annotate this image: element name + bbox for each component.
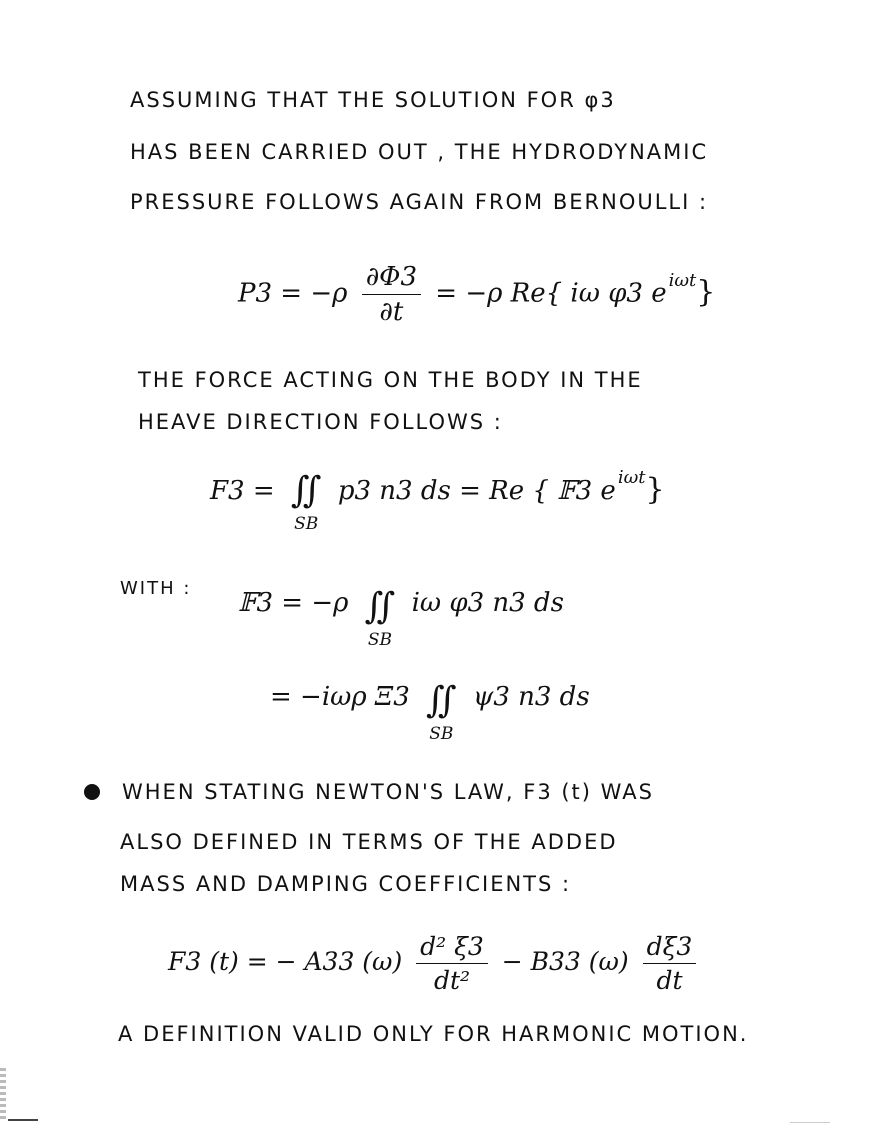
eq2-body: p3 n3 ds = Re { 𝔽3 e [337,476,616,506]
eq1-close-brace: } [696,274,716,310]
text-line-8: MASS AND DAMPING COEFFICIENTS : [120,872,572,896]
eq2-exponent: iωt [617,467,646,488]
eq3-lhs: 𝔽3 = −ρ [238,588,349,618]
text-line-6: WHEN STATING NEWTON'S LAW, F3 (t) WAS [122,780,654,804]
newton-law-equation [168,932,702,995]
eq5-frac1-num: d² ξ3 [416,932,488,964]
pressure-equation [238,262,715,327]
eq5-frac1-den: dt² [433,966,471,995]
eq4-body: ψ3 n3 ds [472,682,590,712]
with-label: WITH : [120,578,192,599]
eq1-lhs: P3 = −ρ [238,278,348,309]
complex-force-equation-2 [270,682,590,744]
text-line-1: ASSUMING THAT THE SOLUTION FOR φ3 [130,88,616,112]
scan-edge-line [8,1119,38,1121]
eq2-integral-limit: SB [294,514,319,534]
eq5-fraction-1 [416,932,488,995]
eq1-frac-num: ∂Φ3 [362,262,421,295]
eq1-fraction [362,262,421,327]
eq5-fraction-2 [643,932,697,995]
text-line-2: HAS BEEN CARRIED OUT , THE HYDRODYNAMIC [130,140,709,164]
text-line-9: A DEFINITION VALID ONLY FOR HARMONIC MOTION. [118,1022,749,1046]
eq1-exponent: iωt [668,269,697,291]
eq2-lhs: F3 = [210,476,275,506]
eq2-close-brace: } [645,472,665,507]
eq5-frac2-den: dt [656,966,683,995]
text-line-4: THE FORCE ACTING ON THE BODY IN THE [138,368,643,392]
eq3-integral [365,588,396,650]
complex-force-equation [238,588,564,650]
eq2-integral-sign: ∬ [290,470,322,511]
eq5-lhs: F3 (t) = − A33 (ω) [168,947,403,976]
eq4-integral [426,682,457,744]
bullet-dot [84,784,100,800]
scan-edge-mark [0,1068,6,1120]
text-line-5: HEAVE DIRECTION FOLLOWS : [138,410,503,434]
eq4-integral-sign: ∬ [426,680,457,721]
eq3-integral-limit: SB [367,630,393,650]
eq3-body: iω φ3 n3 ds [411,588,564,618]
text-line-3: PRESSURE FOLLOWS AGAIN FROM BERNOULLI : [130,190,709,214]
eq4-lhs: = −iωρ Ξ3 [270,682,410,712]
eq5-frac2-num: dξ3 [643,932,697,964]
scan-faint-line [790,1122,830,1123]
eq1-frac-den: ∂t [379,297,404,327]
eq3-integral-sign: ∬ [364,586,396,627]
eq5-mid: − B33 (ω) [501,947,629,976]
eq2-integral [291,472,322,534]
text-line-7: ALSO DEFINED IN TERMS OF THE ADDED [120,830,618,854]
force-equation [210,467,665,534]
eq4-integral-limit: SB [429,724,454,744]
eq1-rhs: = −ρ Re{ iω φ3 e [435,278,667,309]
